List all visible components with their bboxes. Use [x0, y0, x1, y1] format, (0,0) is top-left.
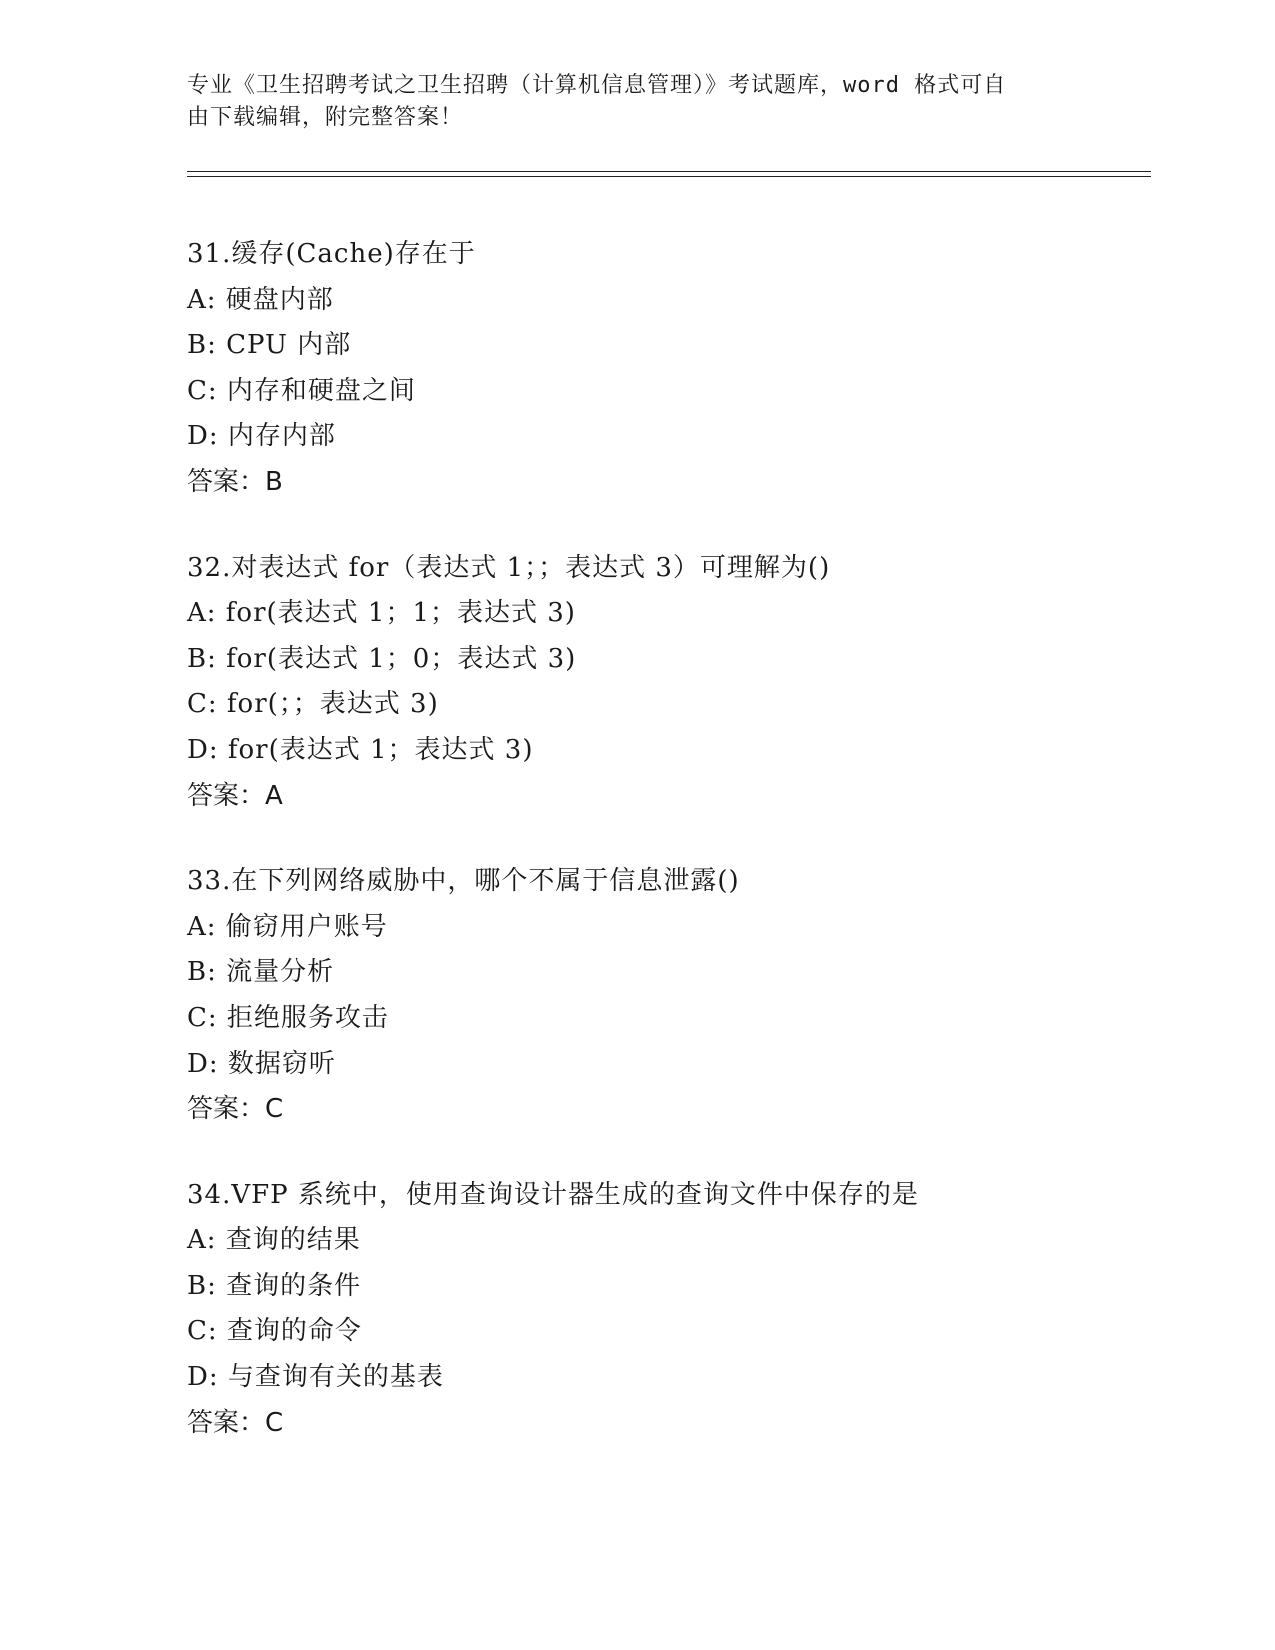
- document-header: [187, 70, 1087, 134]
- option-c: C: for(；；表达式 3): [187, 689, 439, 720]
- question-stem: 34.VFP 系统中，使用查询设计器生成的查询文件中保存的是: [187, 1179, 919, 1210]
- option-c: C: 查询的命令: [187, 1316, 362, 1347]
- answer-label: 答案：C: [187, 1407, 284, 1438]
- option-d: D: for(表达式 1；表达式 3): [187, 734, 534, 765]
- option-d: D: 与查询有关的基表: [187, 1362, 444, 1393]
- question-list: [187, 232, 1151, 1446]
- option-a: A: 查询的结果: [187, 1225, 361, 1256]
- answer-label: 答案：C: [187, 1094, 284, 1125]
- option-c: C: 拒绝服务攻击: [187, 1002, 389, 1033]
- question-31: [187, 232, 1151, 506]
- option-d: D: 内存内部: [187, 421, 336, 452]
- header-line-2: 由下载编辑，附完整答案！: [187, 105, 464, 130]
- option-b: B: for(表达式 1；0；表达式 3): [187, 643, 577, 674]
- answer-label: 答案：A: [187, 780, 283, 811]
- option-a: A: for(表达式 1；1；表达式 3): [187, 598, 576, 629]
- question-stem: 33.在下列网络威胁中，哪个不属于信息泄露(): [187, 866, 740, 897]
- question-stem: 32.对表达式 for（表达式 1；；表达式 3）可理解为(): [187, 552, 831, 583]
- header-divider-top: [187, 171, 1151, 172]
- option-d: D: 数据窃听: [187, 1048, 336, 1079]
- header-divider-bottom: [187, 176, 1151, 177]
- option-a: A: 硬盘内部: [187, 284, 334, 315]
- header-line-1: 专业《卫生招聘考试之卫生招聘（计算机信息管理）》考试题库，word 格式可自: [187, 73, 1007, 98]
- question-32: [187, 546, 1151, 820]
- question-stem: 31.缓存(Cache)存在于: [187, 239, 476, 269]
- question-33: [187, 859, 1151, 1133]
- option-b: B: 流量分析: [187, 957, 335, 988]
- option-c: C: 内存和硬盘之间: [187, 375, 416, 406]
- option-b: B: CPU 内部: [187, 330, 352, 361]
- question-34: [187, 1173, 1151, 1447]
- answer-label: 答案：B: [187, 466, 283, 497]
- option-b: B: 查询的条件: [187, 1270, 362, 1301]
- option-a: A: 偷窃用户账号: [187, 911, 388, 942]
